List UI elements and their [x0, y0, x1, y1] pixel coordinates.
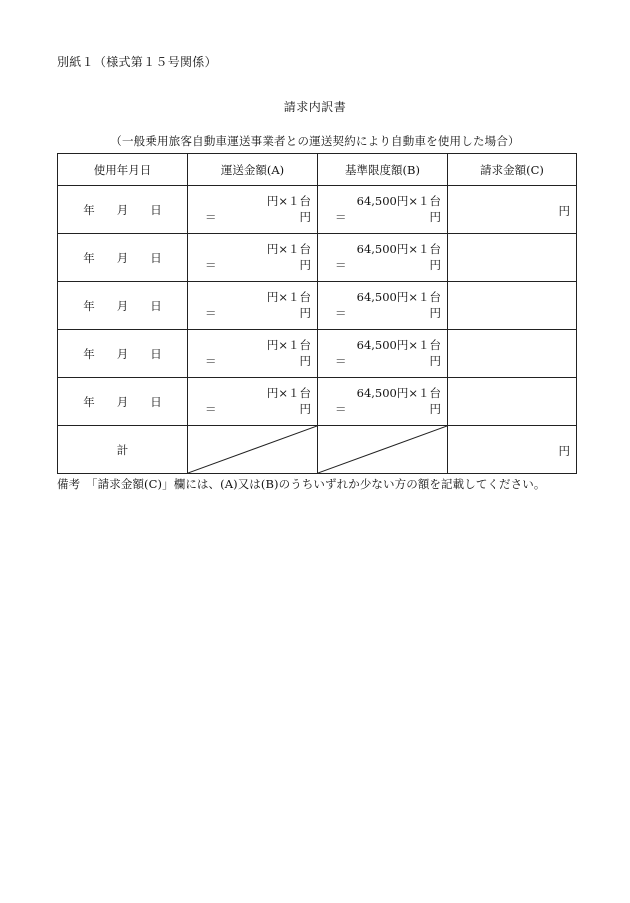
unit-rate-label: 円×１台	[266, 242, 311, 256]
unit-rate-label: 円×１台	[266, 194, 311, 208]
day-label: 日	[150, 298, 162, 313]
claim-amount-cell[interactable]	[448, 330, 577, 378]
equals-sign: ＝	[335, 258, 347, 272]
equals-sign: ＝	[335, 210, 347, 224]
claim-amount-cell[interactable]	[448, 234, 577, 282]
limit-rate-label: 64,500円×１台	[356, 290, 441, 304]
yen-unit: 円	[299, 210, 311, 224]
yen-unit: 円	[299, 354, 311, 368]
yen-unit: 円	[429, 258, 441, 272]
claim-amount-cell[interactable]	[448, 186, 577, 234]
limit-rate-label: 64,500円×１台	[356, 338, 441, 352]
date-cell[interactable]	[58, 378, 188, 426]
limit-rate-label: 64,500円×１台	[356, 242, 441, 256]
transport-amount-cell[interactable]	[188, 186, 318, 234]
date-cell[interactable]	[58, 282, 188, 330]
breakdown-table	[57, 153, 577, 474]
transport-amount-cell[interactable]	[188, 378, 318, 426]
yen-unit: 円	[299, 306, 311, 320]
day-label: 日	[150, 394, 162, 409]
year-label: 年	[83, 250, 95, 265]
standard-limit-cell[interactable]	[318, 234, 448, 282]
table-header-row	[58, 154, 577, 186]
equals-sign: ＝	[335, 306, 347, 320]
yen-unit: 円	[299, 402, 311, 416]
day-label: 日	[150, 202, 162, 217]
yen-unit: 円	[558, 444, 570, 458]
transport-amount-cell[interactable]	[188, 330, 318, 378]
equals-sign: ＝	[335, 402, 347, 416]
header-usage-date: 使用年月日	[58, 154, 188, 186]
claim-amount-cell[interactable]	[448, 282, 577, 330]
document-title: 請求内訳書	[283, 100, 347, 114]
yen-unit: 円	[429, 210, 441, 224]
table-row	[58, 186, 577, 234]
day-label: 日	[150, 346, 162, 361]
standard-limit-cell[interactable]	[318, 186, 448, 234]
total-label: 計	[58, 426, 188, 474]
header-claim-amount: 請求金額(C)	[448, 154, 577, 186]
month-label: 月	[116, 202, 129, 217]
total-transport-diagonal	[188, 426, 318, 474]
year-label: 年	[83, 346, 95, 361]
equals-sign: ＝	[205, 306, 217, 320]
year-label: 年	[83, 394, 95, 409]
header-standard-limit: 基準限度額(B)	[318, 154, 448, 186]
date-cell[interactable]	[58, 330, 188, 378]
standard-limit-cell[interactable]	[318, 330, 448, 378]
transport-amount-cell[interactable]	[188, 234, 318, 282]
year-label: 年	[83, 202, 95, 217]
yen-unit: 円	[558, 204, 570, 218]
equals-sign: ＝	[205, 258, 217, 272]
table-row	[58, 234, 577, 282]
limit-rate-label: 64,500円×１台	[356, 386, 441, 400]
yen-unit: 円	[429, 306, 441, 320]
equals-sign: ＝	[205, 402, 217, 416]
table-row	[58, 330, 577, 378]
transport-amount-cell[interactable]	[188, 282, 318, 330]
table-row	[58, 282, 577, 330]
total-row	[58, 426, 577, 474]
diagonal-line	[188, 426, 317, 473]
header-transport-amount: 運送金額(A)	[188, 154, 318, 186]
diagonal-line	[318, 426, 447, 473]
equals-sign: ＝	[205, 210, 217, 224]
claim-amount-cell[interactable]	[448, 378, 577, 426]
unit-rate-label: 円×１台	[266, 290, 311, 304]
limit-rate-label: 64,500円×１台	[356, 194, 441, 208]
table-row	[58, 378, 577, 426]
standard-limit-cell[interactable]	[318, 378, 448, 426]
yen-unit: 円	[299, 258, 311, 272]
date-cell[interactable]	[58, 186, 188, 234]
standard-limit-cell[interactable]	[318, 282, 448, 330]
remarks-note: 備考 「請求金額(C)」欄には、(A)又は(B)のうちいずれか少ない方の額を記載してください。	[57, 477, 546, 491]
annex-label: 別紙１（様式第１５号関係）	[57, 55, 217, 69]
yen-unit: 円	[429, 402, 441, 416]
year-label: 年	[83, 298, 95, 313]
equals-sign: ＝	[205, 354, 217, 368]
month-label: 月	[116, 346, 129, 361]
month-label: 月	[116, 298, 129, 313]
month-label: 月	[116, 250, 129, 265]
day-label: 日	[150, 250, 162, 265]
total-claim-cell[interactable]	[448, 426, 577, 474]
unit-rate-label: 円×１台	[266, 386, 311, 400]
equals-sign: ＝	[335, 354, 347, 368]
document-subtitle: （一般乗用旅客自動車運送事業者との運送契約により自動車を使用した場合）	[110, 134, 520, 148]
date-cell[interactable]	[58, 234, 188, 282]
total-limit-diagonal	[318, 426, 448, 474]
unit-rate-label: 円×１台	[266, 338, 311, 352]
yen-unit: 円	[429, 354, 441, 368]
month-label: 月	[116, 394, 129, 409]
